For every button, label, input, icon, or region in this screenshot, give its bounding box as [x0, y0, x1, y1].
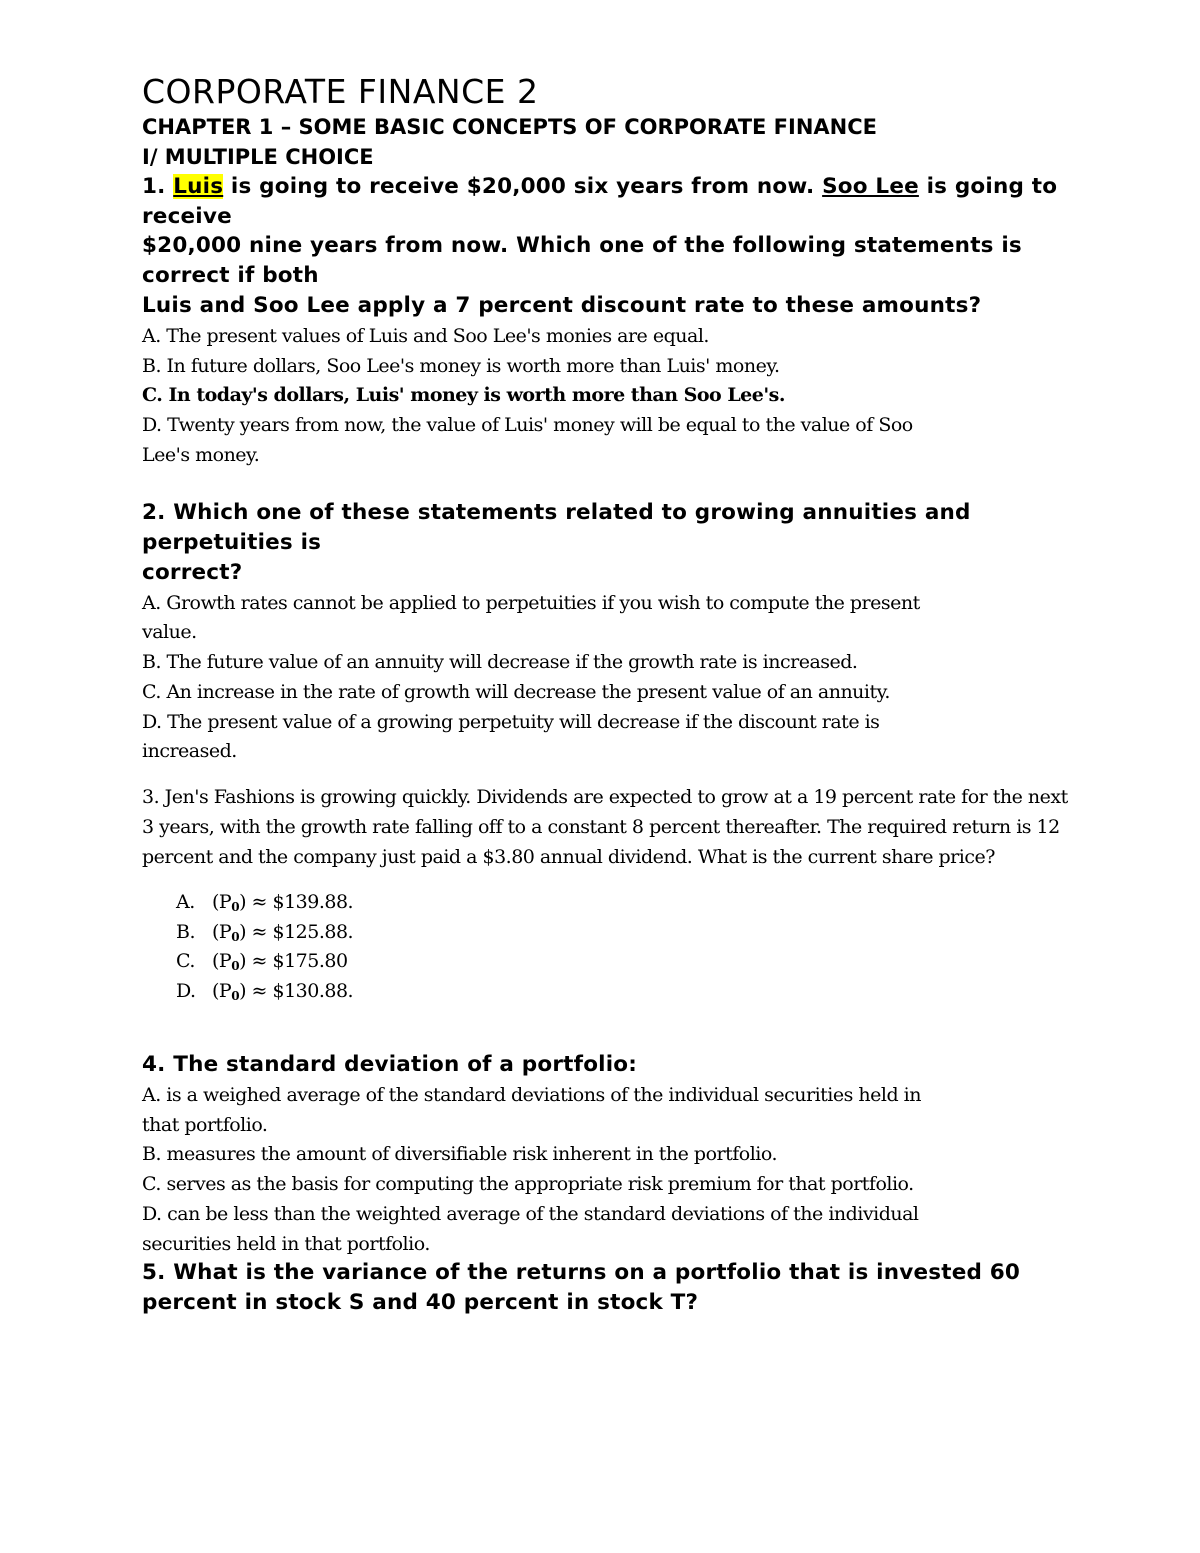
q2-option-d-line2: increased. [142, 740, 237, 762]
q3-option-letter: A. [176, 891, 195, 913]
q4-option-d-line1: D. can be less than the weighted average of the standard deviations of the individual [142, 1203, 919, 1225]
q3-option-p: (P [212, 950, 232, 972]
q3-option-value: ) ≈ $125.88. [239, 921, 354, 943]
q1-option-c: C. In today's dollars, Luis' money is worth more than Soo Lee's. [142, 384, 785, 406]
q1-name-soo-lee: Soo Lee [822, 174, 919, 199]
q2-option-c: C. An increase in the rate of growth will decrease the present value of an annuity. [142, 681, 890, 703]
q3-option-value: ) ≈ $130.88. [239, 980, 354, 1002]
q4-option-a-line1: A. is a weighed average of the standard deviations of the individual securities held in [142, 1084, 921, 1106]
chapter-heading: CHAPTER 1 – SOME BASIC CONCEPTS OF CORPORATE FINANCE [142, 115, 877, 139]
q3-option-b [176, 923, 353, 943]
q3-option-sub: 0 [231, 959, 240, 973]
q1-line1 [142, 176, 1057, 198]
q3-option-p: (P [212, 980, 232, 1002]
q2-line3: correct? [142, 560, 243, 585]
q3-option-p: (P [212, 891, 232, 913]
q3-option-letter: C. [176, 950, 195, 972]
q1-option-d-line2: Lee's money. [142, 444, 260, 466]
q2-line2: perpetuities is [142, 530, 322, 555]
q1-option-d-line1: D. Twenty years from now, the value of Luis' money will be equal to the value of Soo [142, 414, 913, 436]
doc-title: CORPORATE FINANCE 2 [142, 72, 539, 111]
q3-option-letter: D. [176, 980, 196, 1002]
q1-line2: receive [142, 204, 232, 229]
q3-option-value: ) ≈ $139.88. [239, 891, 354, 913]
q2-option-a-line1: A. Growth rates cannot be applied to perpetuities if you wish to compute the present [142, 592, 920, 614]
q3-option-a [176, 893, 353, 913]
q2-option-d-line1: D. The present value of a growing perpetuity will decrease if the discount rate is [142, 711, 880, 733]
q1-prefix: 1. [142, 174, 174, 199]
q4-line1: 4. The standard deviation of a portfolio: [142, 1052, 638, 1077]
q4-option-a-line2: that portfolio. [142, 1114, 268, 1136]
q1-option-a: A. The present values of Luis and Soo Lee's monies are equal. [142, 325, 709, 347]
q1-option-b: B. In future dollars, Soo Lee's money is worth more than Luis' money. [142, 355, 780, 377]
q1-mid1: is going to receive $20,000 six years from now. [223, 174, 823, 199]
q1-name-luis: Luis [173, 174, 224, 199]
q3-line2: 3 years, with the growth rate falling off to a constant 8 percent thereafter. The required return is 12 [142, 816, 1060, 838]
q4-option-b: B. measures the amount of diversifiable risk inherent in the portfolio. [142, 1143, 778, 1165]
q3-option-d [176, 982, 353, 1002]
q3-option-sub: 0 [231, 989, 240, 1003]
q2-line1: 2. Which one of these statements related to growing annuities and [142, 500, 971, 525]
q2-option-b: B. The future value of an annuity will decrease if the growth rate is increased. [142, 651, 858, 673]
q1-line5: Luis and Soo Lee apply a 7 percent discount rate to these amounts? [142, 293, 982, 318]
q5-line1: 5. What is the variance of the returns on a portfolio that is invested 60 [142, 1260, 1021, 1285]
q3-option-value: ) ≈ $175.80 [239, 950, 348, 972]
q3-option-p: (P [212, 921, 232, 943]
q3-line3: percent and the company just paid a $3.80 annual dividend. What is the current share price? [142, 846, 995, 868]
q2-option-a-line2: value. [142, 621, 197, 643]
q5-line2: percent in stock S and 40 percent in stock T? [142, 1290, 699, 1315]
q1-mid2: is going to [918, 174, 1058, 199]
q3-option-sub: 0 [231, 930, 240, 944]
q3-line1: 3. Jen's Fashions is growing quickly. Dividends are expected to grow at a 19 percent rate for the next [142, 786, 1068, 808]
q3-option-c [176, 952, 348, 972]
section-heading: I/ MULTIPLE CHOICE [142, 145, 374, 169]
q1-line3: $20,000 nine years from now. Which one of the following statements is [142, 233, 1022, 258]
q4-option-d-line2: securities held in that portfolio. [142, 1233, 430, 1255]
q3-option-letter: B. [176, 921, 196, 943]
q3-option-sub: 0 [231, 900, 240, 914]
q1-line4: correct if both [142, 263, 319, 288]
q4-option-c: C. serves as the basis for computing the appropriate risk premium for that portfolio. [142, 1173, 914, 1195]
